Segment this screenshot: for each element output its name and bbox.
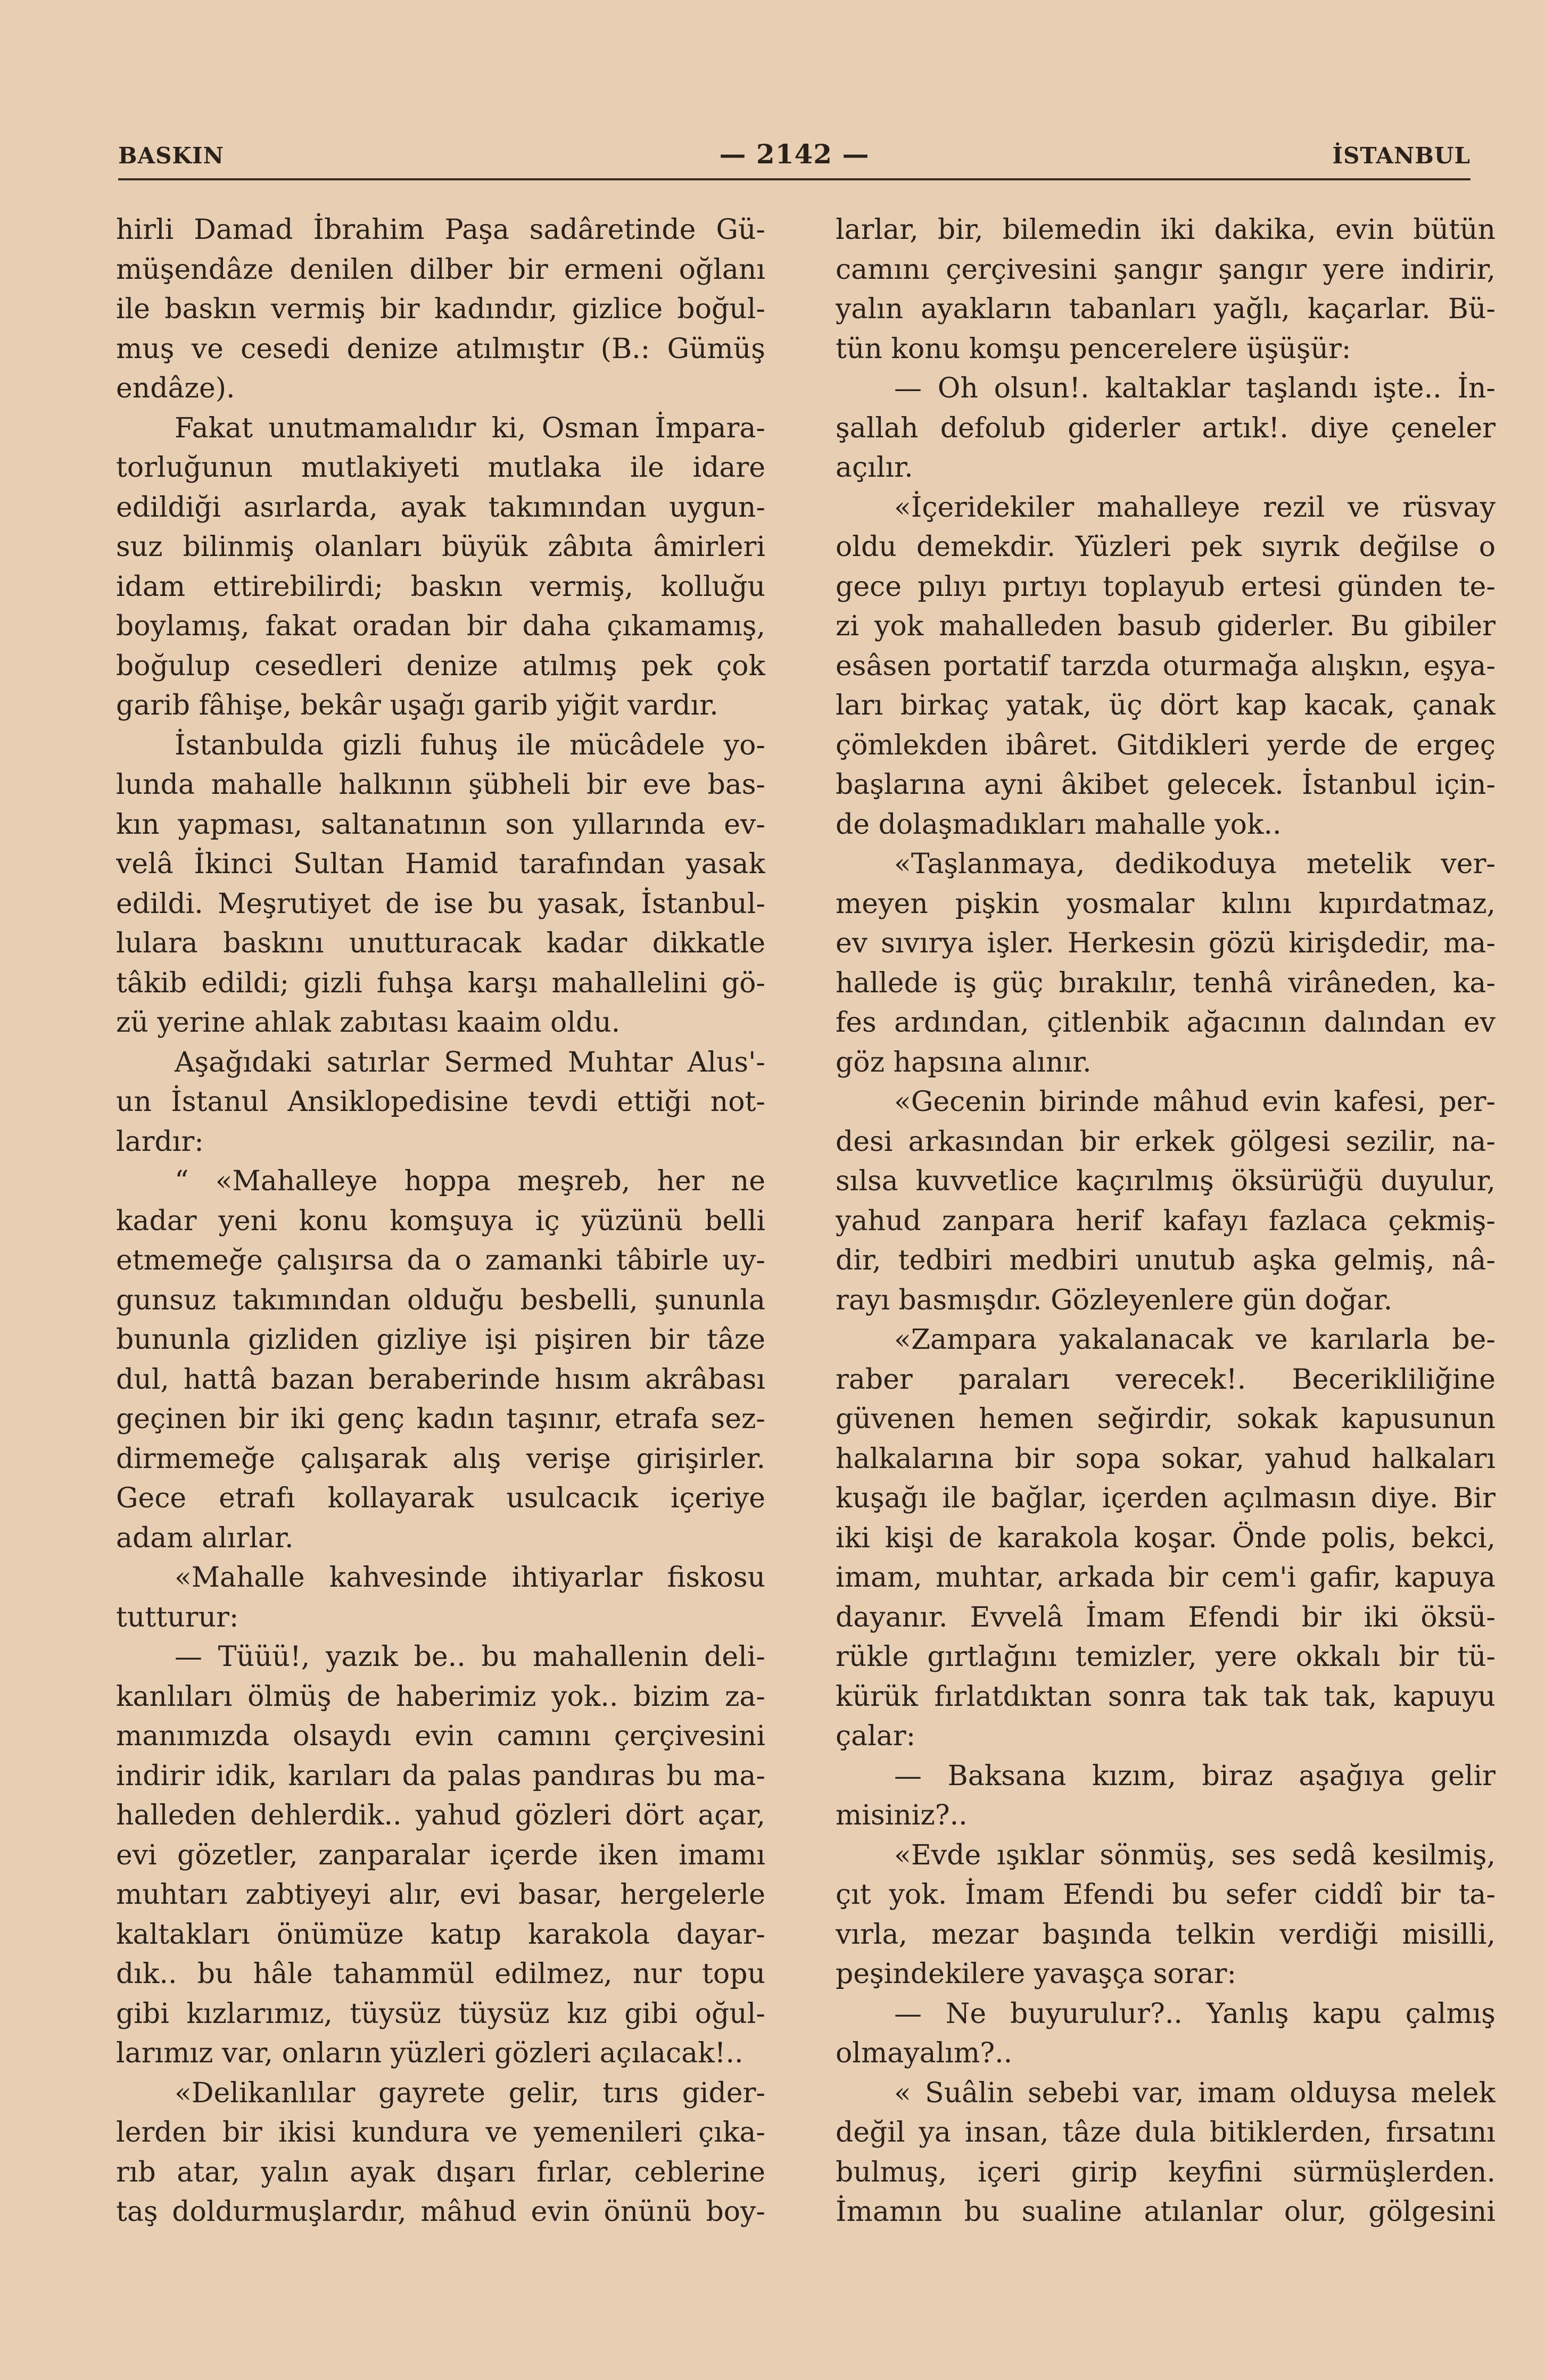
text-line: garib fâhişe, bekâr uşağı garib yiğit vardır.	[116, 690, 718, 722]
text-line: « Suâlin sebebi var, imam olduysa melek	[894, 2077, 1496, 2109]
header-rule	[118, 178, 1470, 180]
text-line: dayanır. Evvelâ İmam Efendi bir iki öksü-	[836, 1601, 1496, 1633]
page-number: — 2142 —	[719, 138, 870, 170]
text-line: gunsuz takımından olduğu besbelli, şununla	[116, 1284, 765, 1316]
text-line: ları birkaç yatak, üç dört kap kacak, çanak	[836, 690, 1496, 722]
text-line: kın yapması, saltanatının son yıllarında ev-	[116, 808, 765, 841]
text-line: endâze).	[116, 372, 235, 404]
text-line: imam, muhtar, arkada bir cem'i gafir, kapuya	[836, 1562, 1496, 1594]
text-line: manımızda olsaydı evin camını çerçivesini	[116, 1720, 765, 1752]
text-line: vırla, mezar başında telkin verdiği misilli,	[836, 1918, 1496, 1951]
text-line: kadar yeni konu komşuya iç yüzünü belli	[116, 1205, 765, 1237]
text-line: yalın ayakların tabanları yağlı, kaçarlar. Bü-	[836, 293, 1496, 325]
text-line: iki kişi de karakola koşar. Önde polis, bekci,	[836, 1522, 1496, 1554]
text-line: adam alırlar.	[116, 1522, 294, 1554]
text-line: tutturur:	[116, 1601, 239, 1633]
text-line: kürük fırlatdıktan sonra tak tak tak, kapuyu	[836, 1680, 1496, 1713]
text-line: camını çerçivesini şangır şangır yere indirir,	[836, 253, 1496, 286]
text-line: de dolaşmadıkları mahalle yok..	[836, 808, 1282, 841]
text-line: muhtarı zabtiyeyi alır, evi basar, hergelerle	[116, 1879, 765, 1911]
page-header	[118, 133, 1470, 170]
text-line: lulara baskını unutturacak kadar dikkatle	[116, 927, 765, 959]
text-line: evi gözetler, zanparalar içerde iken imamı	[116, 1839, 765, 1871]
text-line: larlar, bir, bilemedin iki dakika, evin bütün	[836, 214, 1496, 246]
running-head-right: İSTANBUL	[1332, 143, 1470, 169]
text-line: indirir idik, karıları da palas pandıras bu ma-	[116, 1760, 765, 1792]
text-line: İstanbulda gizli fuhuş ile mücâdele yo-	[175, 729, 765, 761]
text-line: bulmuş, içeri girip keyfini sürmüşlerden.	[836, 2156, 1496, 2188]
text-line: İmamın bu sualine atılanlar olur, gölgesini	[836, 2196, 1496, 2228]
running-head-left: BASKIN	[118, 143, 224, 169]
text-line: hirli Damad İbrahim Paşa sadâretinde Gü-	[116, 214, 765, 246]
text-line: «Mahalle kahvesinde ihtiyarlar fiskosu	[175, 1562, 765, 1594]
text-line: kaltakları önümüze katıp karakola dayar-	[116, 1918, 765, 1951]
text-line: «İçeridekiler mahalleye rezil ve rüsvay	[894, 491, 1496, 524]
text-line: müşendâze denilen dilber bir ermeni oğlanı	[116, 253, 765, 286]
right-column	[836, 210, 1496, 2232]
text-line: boylamış, fakat oradan bir daha çıkamamış,	[116, 610, 765, 642]
text-line: kanlıları ölmüş de haberimiz yok.. bizim za-	[116, 1680, 765, 1713]
text-line: «Evde ışıklar sönmüş, ses sedâ kesilmiş,	[894, 1839, 1496, 1871]
text-line: fes ardından, çitlenbik ağacının dalından ev	[836, 1007, 1496, 1039]
text-line: etmemeğe çalışırsa da o zamanki tâbirle uy-	[116, 1245, 765, 1276]
text-line: raber paraları verecek!. Becerikliliğine	[836, 1363, 1496, 1396]
text-line: larımız var, onların yüzleri gözleri açılacak!..	[116, 2037, 743, 2069]
text-line: esâsen portatif tarzda oturmağa alışkın, eşya-	[836, 650, 1496, 682]
text-line: çıt yok. İmam Efendi bu sefer ciddî bir ta-	[836, 1879, 1496, 1911]
text-line: hallede iş güç bırakılır, tenhâ virâneden, ka-	[836, 967, 1496, 999]
text-line: gece pılıyı pırtıyı toplayub ertesi günden te-	[836, 570, 1496, 603]
text-line: — Tüüü!, yazık be.. bu mahallenin deli-	[175, 1641, 765, 1673]
text-line: velâ İkinci Sultan Hamid tarafından yasak	[116, 848, 765, 880]
text-line: rayı basmışdır. Gözleyenlere gün doğar.	[836, 1284, 1393, 1316]
text-line: torluğunun mutlakiyeti mutlaka ile idare	[116, 452, 765, 484]
text-line: dirmemeğe çalışarak alış verişe girişirler.	[116, 1442, 765, 1475]
text-line: — Baksana kızım, biraz aşağıya gelir	[894, 1760, 1496, 1792]
text-line: meyen pişkin yosmalar kılını kıpırdatmaz,	[836, 888, 1496, 920]
text-line: edildi. Meşrutiyet de ise bu yasak, İstanbul-	[116, 888, 765, 920]
text-line: lunda mahalle halkının şübheli bir eve bas-	[116, 769, 765, 801]
left-column	[116, 210, 765, 2232]
text-line: ev sıvırya işler. Herkesin gözü kirişdedir, ma-	[836, 927, 1496, 959]
text-line: lardır:	[116, 1125, 204, 1158]
text-line: “ «Mahalleye hoppa meşreb, her ne	[175, 1165, 765, 1197]
text-line: zi yok mahalleden basub giderler. Bu gibiler	[836, 610, 1496, 642]
text-line: Aşağıdaki satırlar Sermed Muhtar Alus'-	[175, 1046, 765, 1079]
text-line: — Oh olsun!. kaltaklar taşlandı işte.. İn-	[894, 372, 1496, 404]
text-line: gibi kızlarımız, tüysüz tüysüz kız gibi oğul-	[116, 1997, 765, 2030]
text-line: dul, hattâ bazan beraberinde hısım akrâbası	[116, 1363, 765, 1396]
text-line: lerden bir ikisi kundura ve yemenileri çıka-	[116, 2117, 765, 2149]
text-line: peşindekilere yavaşça sorar:	[836, 1958, 1236, 1990]
text-line: dir, tedbiri medbiri unutub aşka gelmiş, nâ-	[836, 1245, 1496, 1276]
text-line: yahud zanpara herif kafayı fazlaca çekmiş-	[836, 1205, 1496, 1237]
text-line: suz bilinmiş olanları büyük zâbıta âmirleri	[116, 531, 765, 563]
text-line: misiniz?..	[836, 1799, 968, 1831]
text-line: un İstanul Ansiklopedisine tevdi ettiği not-	[116, 1086, 765, 1118]
text-line: başlarına ayni âkibet gelecek. İstanbul için-	[836, 769, 1496, 801]
text-line: çömlekden ibâret. Gitdikleri yerde de ergeç	[836, 729, 1496, 761]
text-line: çalar:	[836, 1720, 916, 1752]
text-line: «Delikanlılar gayrete gelir, tırıs gider-	[175, 2077, 765, 2109]
text-line: tün konu komşu pencerelere üşüşür:	[836, 333, 1351, 365]
text-line: boğulup cesedleri denize atılmış pek çok	[116, 650, 765, 682]
text-line: halkalarına bir sopa sokar, yahud halkaları	[836, 1442, 1496, 1475]
text-line: zü yerine ahlak zabıtası kaaim oldu.	[116, 1007, 621, 1039]
text-line: göz hapsına alınır.	[836, 1046, 1092, 1079]
text-line: «Zampara yakalanacak ve karılarla be-	[894, 1324, 1496, 1356]
text-line: Fakat unutmamalıdır ki, Osman İmpara-	[175, 412, 765, 444]
text-line: oldu demekdir. Yüzleri pek sıyrık değilse o	[836, 531, 1496, 563]
text-line: — Ne buyurulur?.. Yanlış kapu çalmış	[894, 1997, 1496, 2030]
text-line: kuşağı ile bağlar, içerden açılmasın diye. Bir	[836, 1482, 1496, 1514]
text-line: ile baskın vermiş bir kadındır, gizlice boğul-	[116, 293, 765, 325]
text-line: bununla gizliden gizliye işi pişiren bir tâze	[116, 1324, 765, 1356]
text-line: «Taşlanmaya, dedikoduya metelik ver-	[894, 848, 1496, 880]
text-line: taş doldurmuşlardır, mâhud evin önünü boy-	[116, 2196, 765, 2228]
text-line: değil ya insan, tâze dula bitiklerden, fırsatını	[836, 2117, 1496, 2149]
text-line: rıb atar, yalın ayak dışarı fırlar, ceblerine	[116, 2156, 765, 2188]
text-line: «Gecenin birinde mâhud evin kafesi, per-	[894, 1086, 1496, 1118]
text-line: desi arkasından bir erkek gölgesi sezilir, na-	[836, 1125, 1496, 1158]
text-line: halleden dehlerdik.. yahud gözleri dört açar,	[116, 1799, 765, 1831]
text-line: dık.. bu hâle tahammül edilmez, nur topu	[116, 1958, 765, 1990]
text-line: muş ve cesedi denize atılmıştır (B.: Gümüş	[116, 333, 765, 365]
text-line: idam ettirebilirdi; baskın vermiş, kolluğu	[116, 570, 765, 603]
text-line: Gece etrafı kollayarak usulcacık içeriye	[116, 1482, 765, 1514]
text-line: olmayalım?..	[836, 2037, 1013, 2069]
text-line: geçinen bir iki genç kadın taşınır, etrafa sez-	[116, 1403, 765, 1435]
text-line: şallah defolub giderler artık!. diye çeneler	[836, 412, 1496, 444]
text-line: sılsa kuvvetlice kaçırılmış öksürüğü duyulur,	[836, 1165, 1496, 1197]
text-line: edildiği asırlarda, ayak takımından uygun-	[116, 491, 765, 524]
text-line: güvenen hemen seğirdir, sokak kapusunun	[836, 1403, 1496, 1435]
text-line: açılır.	[836, 452, 913, 484]
text-line: tâkib edildi; gizli fuhşa karşı mahallelini gö-	[116, 967, 765, 999]
text-line: rükle gırtlağını temizler, yere okkalı bir tü-	[836, 1641, 1496, 1673]
